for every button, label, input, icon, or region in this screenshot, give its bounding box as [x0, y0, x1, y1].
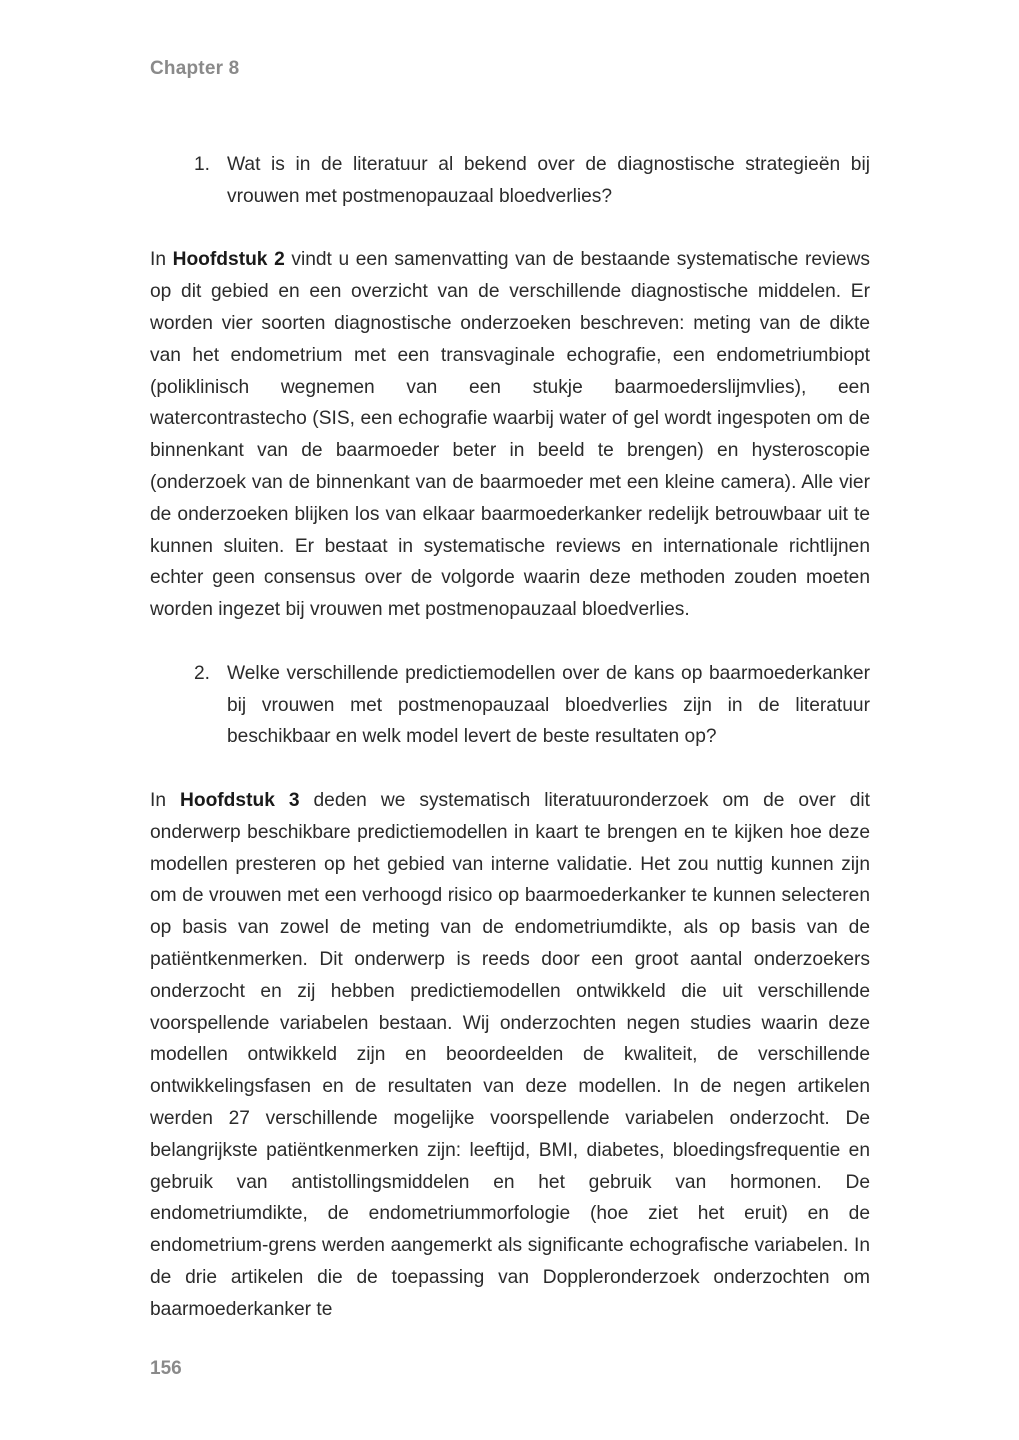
paragraph-2-text: deden we systematisch literatuuronderzoek om de over dit onderwerp beschikbare predictiemodellen in kaart te brengen en te kijken hoe deze modellen presteren op het gebied van interne validatie. Het zou nuttig kunnen zijn om de vrouwen met een verhoogd risico op baarmoederkanker te kunnen selecteren op basis van zowel de meting van de endometriumdikte, als op basis van de patiëntkenmerken. Dit onderwerp is reeds door een groot aantal onderzoekers onderzocht en zij hebben predictiemodellen ontwikkeld die uit verschillende voorspellende variabelen bestaan. Wij onderzochten negen studies waarin deze modellen ontwikkeld zijn en beoordeelden de kwaliteit, de verschillende ontwikkelingsfasen en de resultaten van deze modellen. In de negen artikelen werden 27 verschillende mogelijke voorspellende variabelen onderzocht. De belangrijkste patiëntkenmerken zijn: leeftijd, BMI, diabetes, bloedingsfrequentie en gebruik van antistollingsmiddelen en het gebruik van hormonen. De endometriumdikte, de endometriummorfologie (hoe ziet het eruit) en de endometrium-grens werden aangemerkt als significante echografische variabelen. In de drie artikelen die de toepassing van Doppleronderzoek onderzochten om baarmoederkanker te	[150, 789, 870, 1320]
question-1-number-wrap	[150, 149, 227, 213]
paragraph-hoofdstuk-3	[150, 785, 870, 1326]
question-2-number: 2.	[194, 662, 211, 684]
question-1	[150, 149, 870, 213]
paragraph-2-chapter-ref: Hoofdstuk 3	[180, 789, 300, 811]
question-1-number: 1.	[194, 154, 211, 175]
paragraph-hoofdstuk-2	[150, 244, 870, 626]
paragraph-1-text: vindt u een samenvatting van de bestaande systematische reviews op dit gebied en een overzicht van de verschillende diagnostische middelen. Er worden vier soorten diagnostische onderzoeken beschreven: meting van de dikte van het endometrium met een transvaginale echografie, een endometriumbiopt (poliklinisch wegnemen van een stukje baarmoederslijmvlies), een watercontrastecho (SIS, een echografie waarbij water of gel wordt ingespoten om de binnenkant van de baarmoeder beter in beeld te brengen) en hysteroscopie (onderzoek van de binnenkant van de baarmoeder met een kleine camera). Alle vier de onderzoeken blijken los van elkaar baarmoederkanker redelijk betrouwbaar uit te kunnen sluiten. Er bestaat in systematische reviews en internationale richtlijnen echter geen consensus over de volgorde waarin deze methoden zouden moeten worden ingezet bij vrouwen met postmenopauzaal bloedverlies.	[150, 249, 870, 621]
paragraph-2-prefix: In	[150, 789, 180, 811]
paragraph-1-prefix: In	[150, 249, 173, 271]
chapter-header: Chapter 8	[150, 58, 240, 79]
question-2	[150, 658, 870, 753]
question-1-text: Wat is in de literatuur al bekend over de diagnostische strategieën bij vrouwen met postmenopauzaal bloedverlies?	[227, 154, 870, 207]
question-2-number-wrap	[150, 658, 227, 753]
page-number: 156	[150, 1358, 182, 1379]
page-body	[150, 149, 870, 1357]
question-2-text: Welke verschillende predictiemodellen over de kans op baarmoederkanker bij vrouwen met postmenopauzaal bloedverlies zijn in de literatuur beschikbaar en welk model levert de beste resultaten op?	[227, 662, 870, 748]
paragraph-1-chapter-ref: Hoofdstuk 2	[172, 249, 285, 271]
